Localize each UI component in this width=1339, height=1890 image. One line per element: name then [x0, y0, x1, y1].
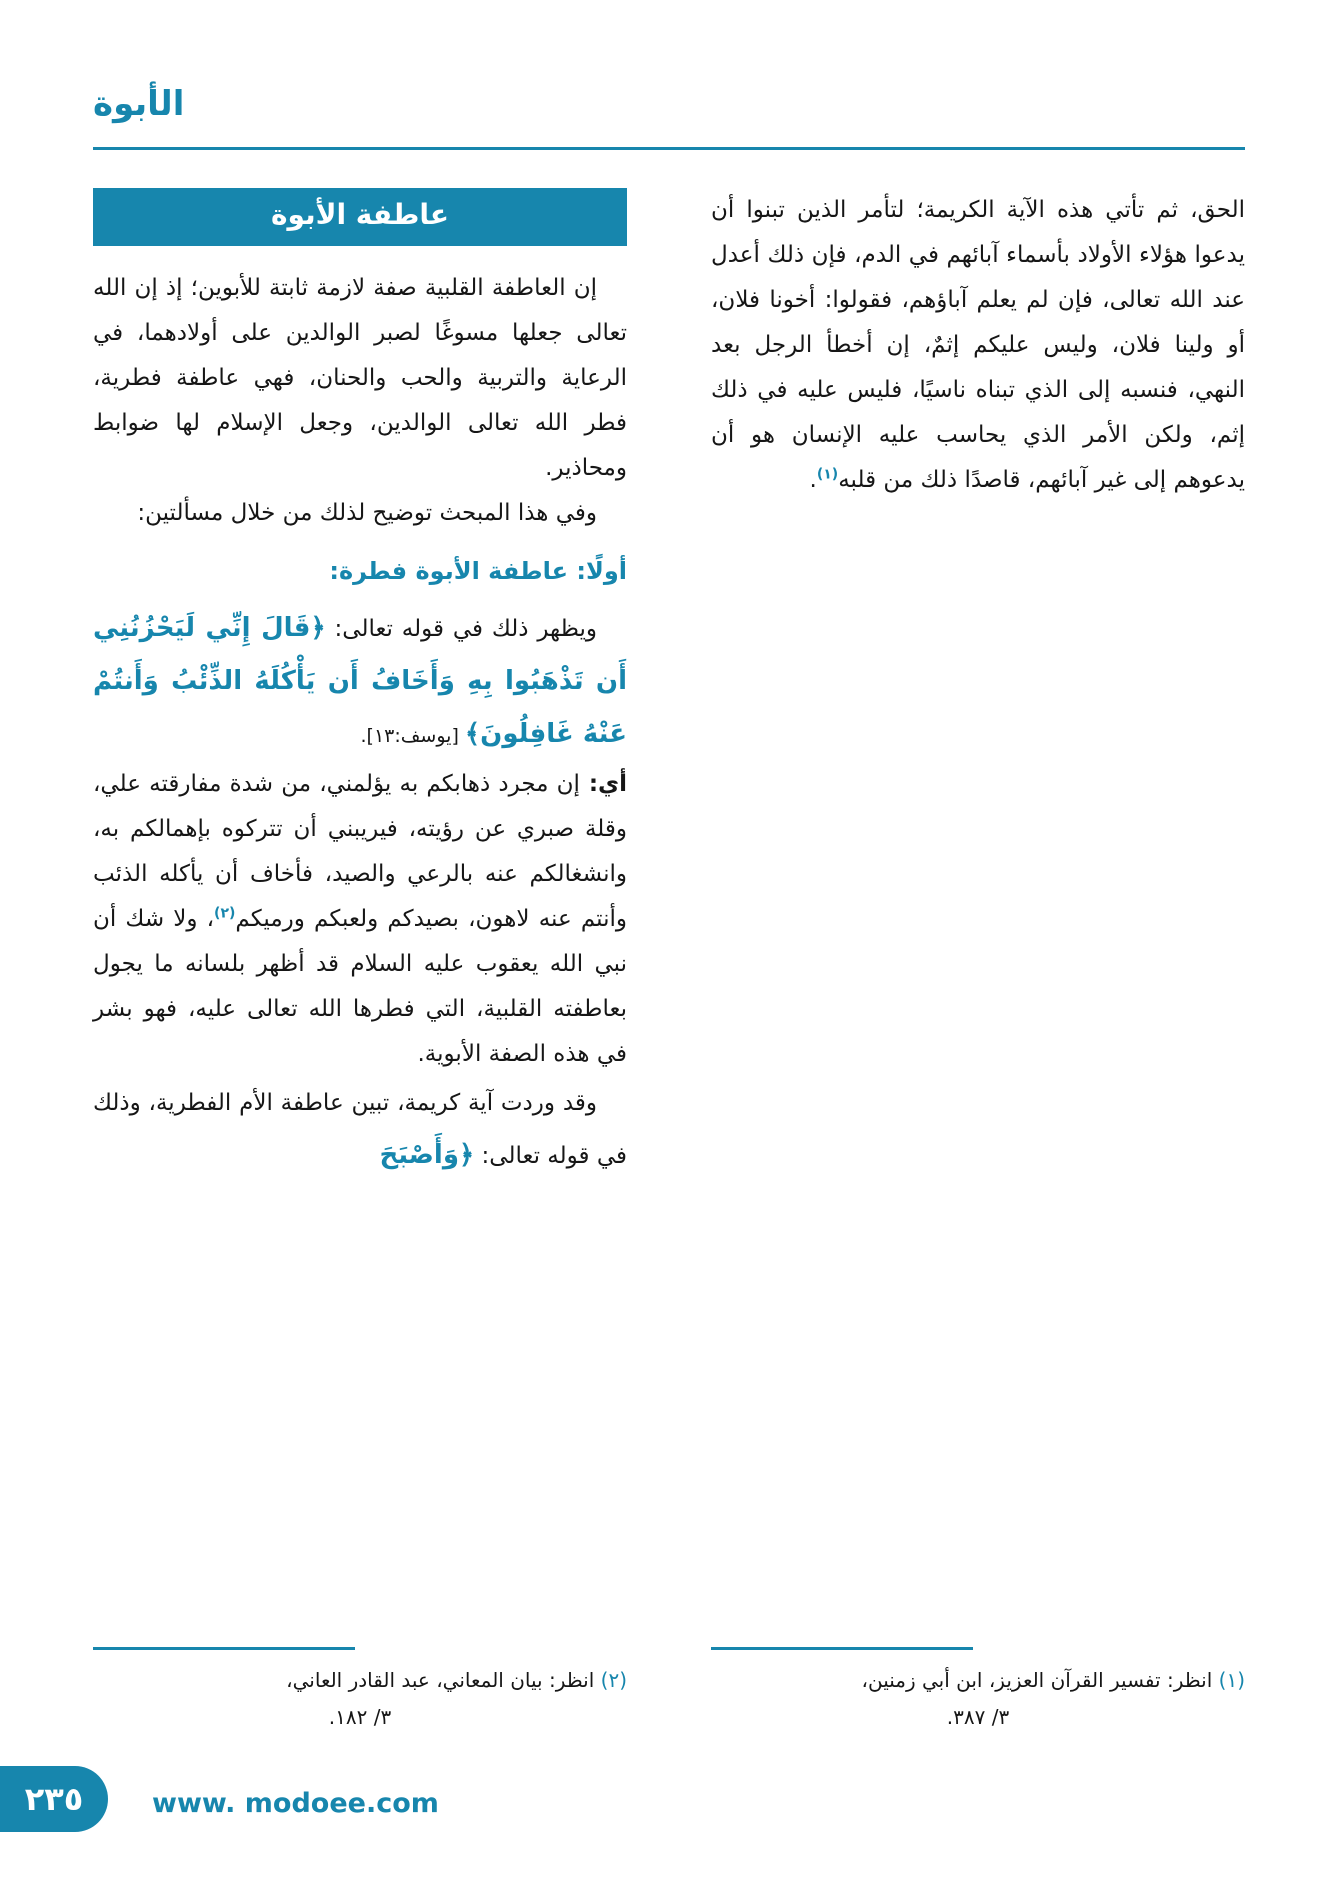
verse-source: [يوسف:١٣].	[360, 725, 465, 747]
paragraph-text: الحق، ثم تأتي هذه الآية الكريمة؛ لتأمر الذين تبنوا أن يدعوا هؤلاء الأولاد بأسماء آبائهم في الدم، فإن ذلك أعدل عند الله تعالى، فإن لم يعلم آباؤهم، فقولوا: أخونا فلان، أو ولينا فلان، وليس عليكم إثمٌ، إن أخطأ الرجل بعد النهي، فنسبه إلى الذي تبناه ناسيًا، فليس عليه في ذلك إثم، ولكن الأمر الذي يحاسب عليه الإنسان هو أن يدعوهم إلى غير آبائهم، قاصدًا ذلك من قلبه	[711, 197, 1245, 493]
paragraph-outline: وفي هذا المبحث توضيح لذلك من خلال مسألتين:	[137, 500, 597, 526]
footnote-1-text: انظر: تفسير القرآن العزيز، ابن أبي زمنين،	[861, 1668, 1213, 1692]
tafsir-text-2: ، ولا شك أن نبي الله يعقوب عليه السلام قد أظهر بلسانه ما يجول بعاطفته القلبية، التي فطرها الله تعالى عليه، فهو بشر في هذه الصفة الأبوية.	[93, 906, 627, 1067]
footnote-2-marker: (٢)	[600, 1668, 627, 1692]
tafsir-lead: أي:	[579, 771, 627, 797]
paragraph-tafsir	[93, 762, 627, 1077]
footnote-separator	[711, 1647, 973, 1650]
page-number-pill	[0, 1766, 108, 1832]
column-right	[711, 188, 1245, 1736]
mother-verse-lead: وقد وردت آية كريمة، تبين عاطفة الأم الفطرية، وذلك في قوله تعالى:	[93, 1090, 627, 1169]
tafsir-text-1: إن مجرد ذهابكم به يؤلمني، من شدة مفارقته علي، وقلة صبري عن رؤيته، فيريبني أن تتركوه بإهمالكم به، وانشغالكم عنه بالرعي والصيد، فأخاف أن يأكله الذئب وأنتم عنه لاهون، بصيدكم ولعبكم ورميكم	[93, 771, 627, 932]
paragraph-mother-verse	[93, 1077, 627, 1182]
subheading-first-issue: أولًا: عاطفة الأبوة فطرة:	[329, 557, 627, 585]
footnote-1-reference: ٣/ ٣٨٧.	[946, 1705, 1010, 1729]
paragraph-intro: إن العاطفة القلبية صفة لازمة ثابتة للأبوين؛ إذ إن الله تعالى جعلها مسوغًا لصبر الوالدين على أولادهما، في الرعاية والتربية والحب والحنان، فهي عاطفة فطرية، فطر الله تعالى الوالدين، وجعل الإسلام لها ضوابط ومحاذير.	[93, 275, 627, 481]
quran-verse-yusuf: ﴿قَالَ إِنِّي لَيَحْزُنُنِي أَن تَذْهَبُوا بِهِ وَأَخَافُ أَن يَأْكُلَهُ الذِّئْبُ وَأَنتُمْ عَنْهُ غَافِلُونَ﴾	[93, 613, 627, 749]
footnote-2-reference: ٣/ ١٨٢.	[328, 1705, 392, 1729]
footnote-separator	[93, 1647, 355, 1650]
section-title: عاطفة الأبوة	[93, 188, 627, 246]
footnote-2	[93, 1662, 627, 1699]
footnote-block-left	[93, 1647, 627, 1736]
quran-verse-qasas: ﴿وَأَصْبَحَ	[379, 1140, 475, 1170]
paragraph-continuation	[711, 188, 1245, 503]
paragraph-with-verse	[93, 602, 627, 762]
footnote-2-text: انظر: بيان المعاني، عبد القادر العاني،	[286, 1668, 595, 1692]
content-columns	[93, 188, 1245, 1736]
sentence-period: .	[809, 467, 817, 493]
footnote-block-right	[711, 1647, 1245, 1736]
header-rule	[93, 147, 1245, 150]
footnote-1	[711, 1662, 1245, 1699]
verse-lead-text: ويظهر ذلك في قوله تعالى:	[325, 616, 597, 642]
footnote-ref-2: (٢)	[214, 905, 236, 922]
book-logo: الأبوة	[93, 84, 185, 124]
footnote-1-marker: (١)	[1218, 1668, 1245, 1692]
page-number: ٢٣٥	[24, 1780, 84, 1818]
column-left	[93, 188, 627, 1736]
website-text: www. modoee.com	[152, 1788, 439, 1819]
footnote-ref-1: (١)	[816, 466, 839, 483]
